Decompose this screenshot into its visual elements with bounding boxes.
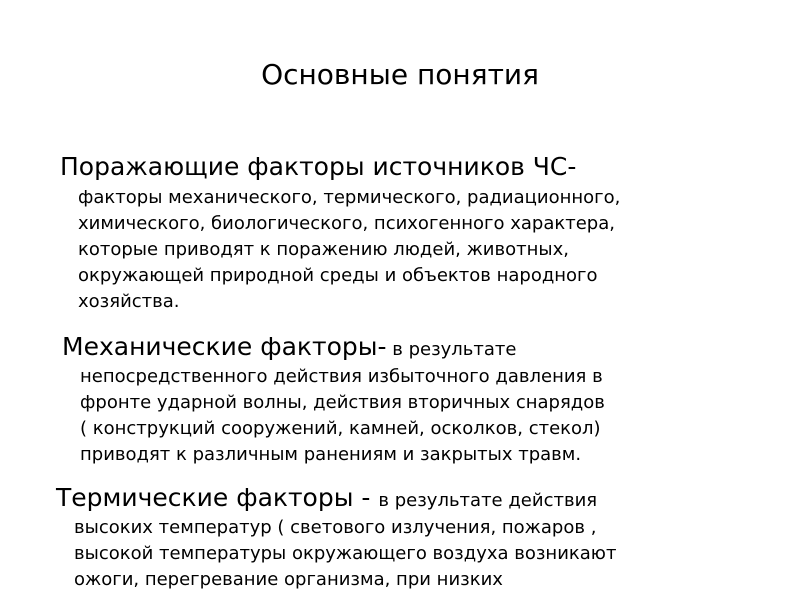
text-line: хозяйства. [78,291,180,312]
paragraph-heading [62,330,605,367]
paragraph-mechanical-factors [62,330,605,468]
paragraph-heading [60,150,620,187]
text-line: химического, биологического, психогенного характера, [78,213,615,234]
paragraph-heading [56,481,616,518]
heading-tail: в результате действия [378,490,598,511]
heading-text: Термические факторы - [56,483,379,512]
slide-title: Основные понятия [261,58,539,91]
text-line: фронте ударной волны, действия вторичных снарядов [80,392,605,413]
heading-text: Механические факторы- [62,332,387,361]
heading-text: Поражающие факторы источников ЧС- [60,152,577,181]
text-line: факторы механического, термического, радиационного, [78,187,621,208]
paragraph-thermal-factors [56,481,616,593]
text-line: ожоги, перегревание организма, при низких [74,569,503,590]
text-line: приводят к различным ранениям и закрытых травм. [80,444,582,465]
text-line: высокой температуры окружающего воздуха возникают [74,543,617,564]
text-line: окружающей природной среды и объектов народного [78,265,598,286]
paragraph-damaging-factors [60,150,620,315]
heading-tail: в результате [386,339,517,360]
text-line: высоких температур ( светового излучения, пожаров , [74,517,597,538]
text-line: непосредственного действия избыточного давления в [80,366,603,387]
text-line: ( конструкций сооружений, камней, осколков, стекол) [80,418,601,439]
text-line: которые приводят к поражению людей, животных, [78,239,569,260]
